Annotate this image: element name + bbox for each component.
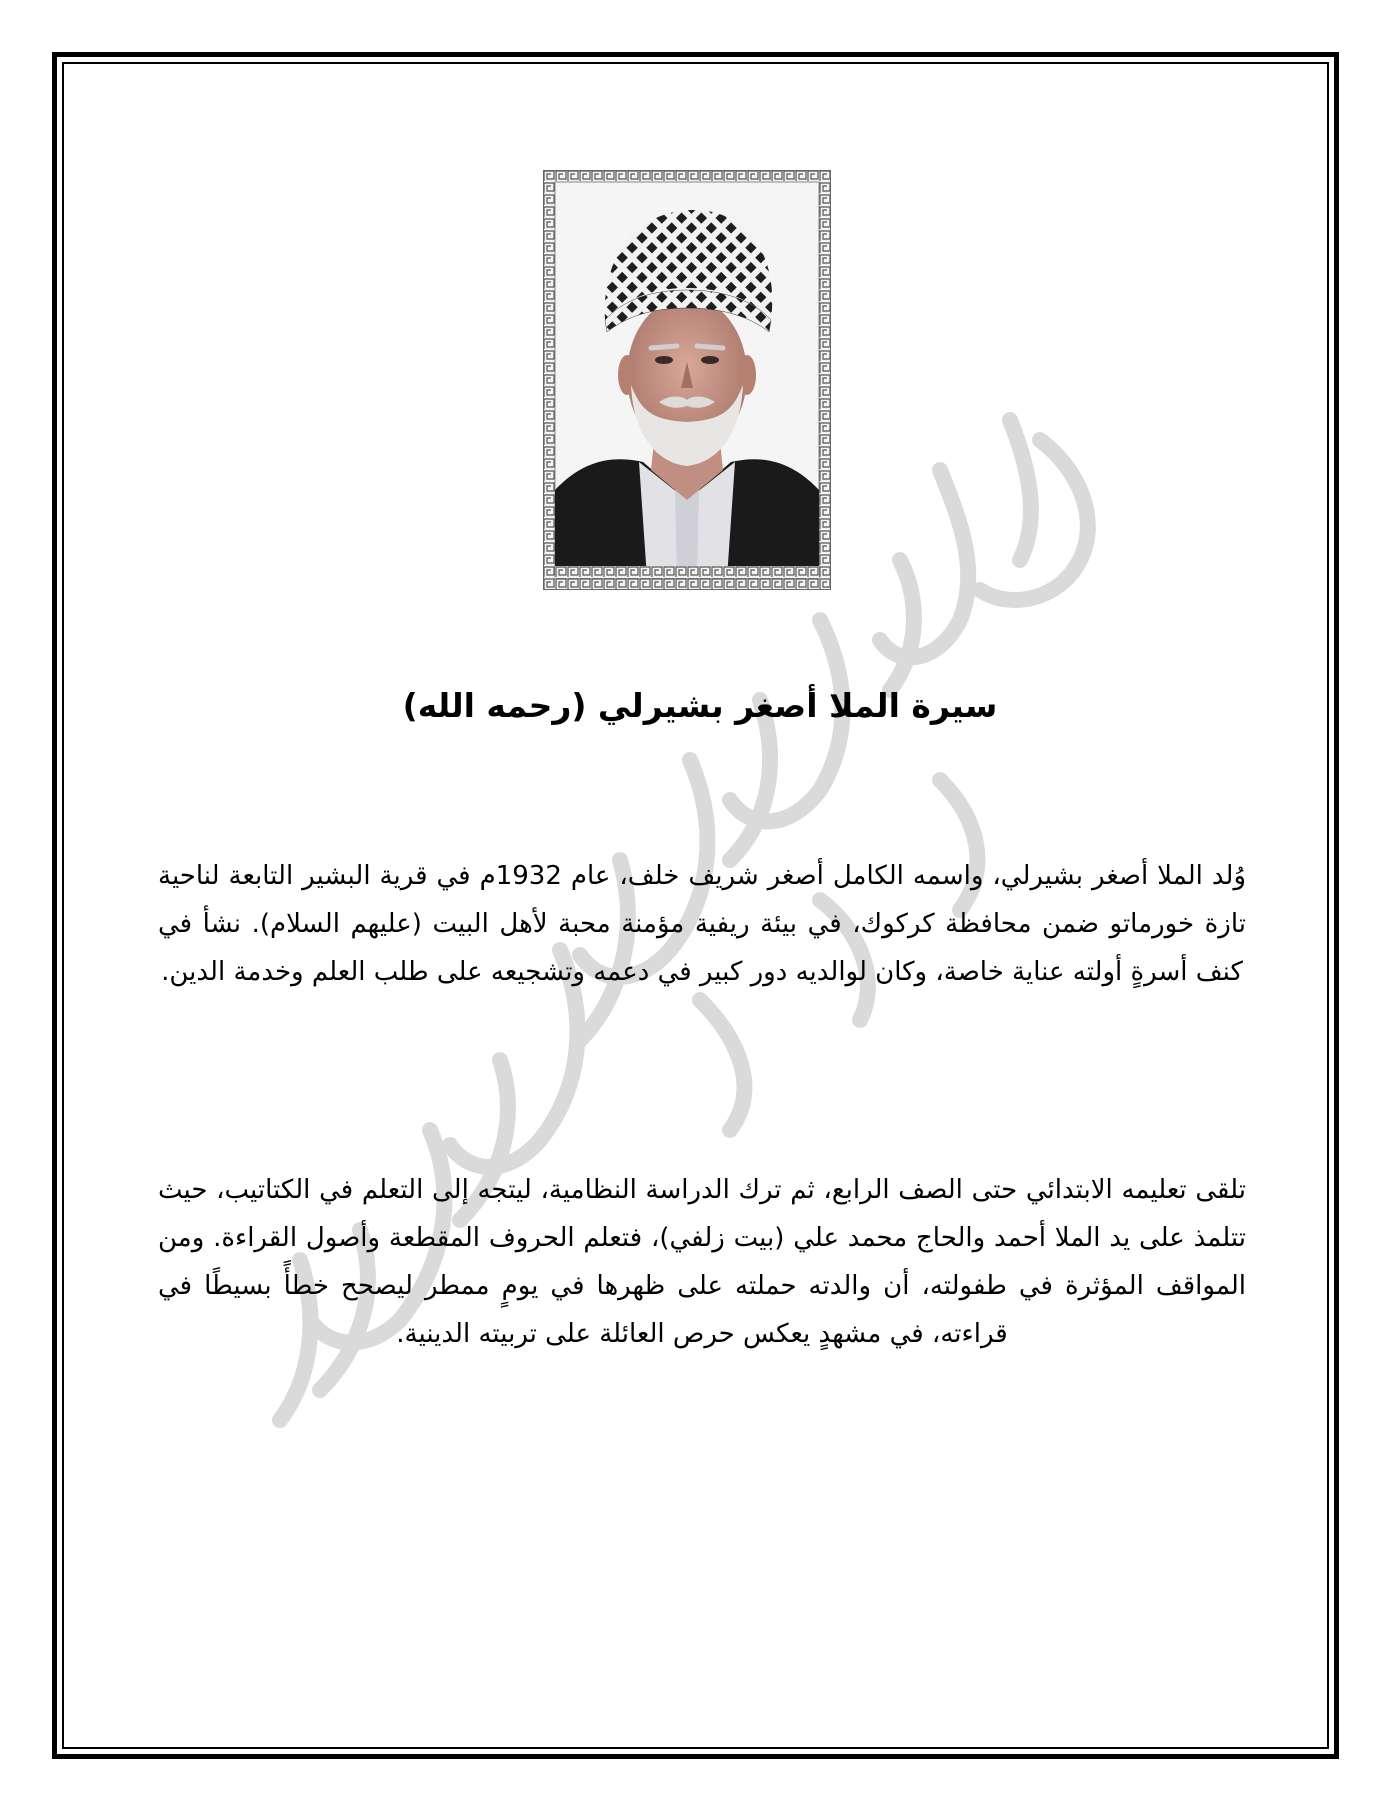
document-title: سيرة الملا أصغر بشيرلي (رحمه الله) (402, 686, 998, 725)
paragraph-birth: وُلد الملا أصغر بشيرلي، واسمه الكامل أصغر شريف خلف، عام 1932م في قرية البشير التابعة لناحية تازة خورماتو ضمن محافظة كركوك، في بيئة ريفية مؤمنة محبة لأهل البيت (عليهم السلام). نشأ في كنف أسرةٍ أولته عناية خاصة، وكان لوالديه دور كبير في دعمه وتشجيعه على طلب العلم وخدمة الدين. (158, 861, 1246, 987)
paragraph-education: تلقى تعليمه الابتدائي حتى الصف الرابع، ثم ترك الدراسة النظامية، ليتجه إلى التعلم في الكتاتيب، حيث تتلمذ على يد الملا أحمد والحاج محمد علي (بيت زلفي)، فتعلم الحروف المقطعة وأصول القراءة. ومن المواقف المؤثرة في طفولته، أن والدته حملته على ظهرها في يومٍ ممطر ليصحح خطأً بسيطًا في قراءته، في مشهدٍ يعكس حرص العائلة على تربيته الدينية. (158, 1175, 1246, 1349)
portrait-photo (543, 170, 831, 590)
